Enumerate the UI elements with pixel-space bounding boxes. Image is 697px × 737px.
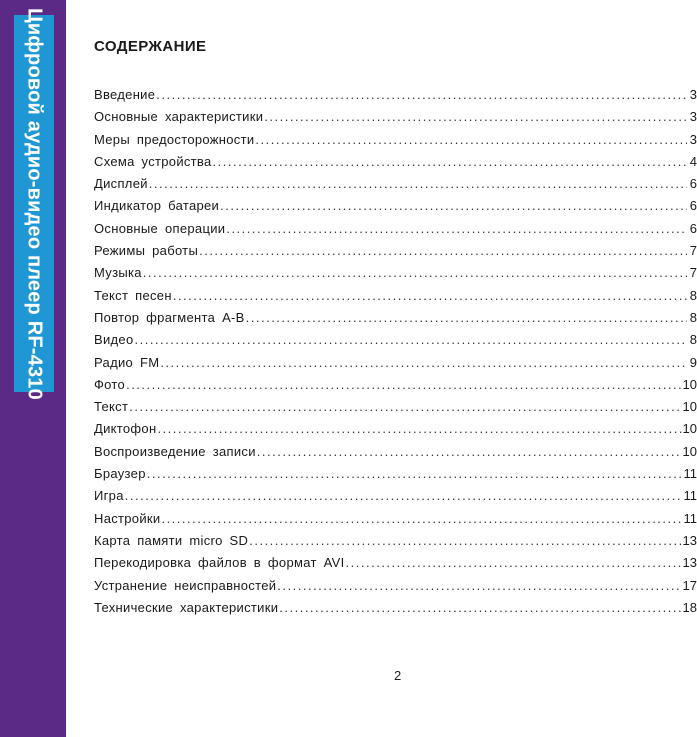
toc-dot-leader [149, 173, 687, 195]
toc-entry-title: Радио FM [94, 354, 160, 370]
toc-entry-title: Введение [94, 87, 156, 102]
toc-entry-page: 13 [682, 532, 697, 548]
toc-entry-title: Воспроизведение записи [94, 443, 256, 459]
toc-dot-leader [199, 240, 687, 262]
toc-entry-page: 6 [689, 176, 697, 192]
toc-entry [94, 129, 697, 151]
toc-dot-leader [160, 352, 687, 374]
toc-entry-title: Музыка [94, 265, 142, 281]
toc-entry [94, 530, 697, 552]
toc-entry-title: Перекодировка файлов в формат AVI [94, 555, 345, 571]
toc-entry-title: Браузер [94, 466, 146, 482]
toc-entry-page: 3 [689, 109, 697, 125]
toc-entry-title: Текст [94, 399, 129, 415]
toc-entry [94, 552, 697, 574]
toc-entry [94, 240, 697, 262]
toc-entry-page: 10 [682, 376, 697, 392]
toc-entry [94, 195, 697, 217]
toc-dot-leader [264, 106, 687, 128]
table-of-contents [94, 84, 697, 619]
toc-entry-title: Основные операции [94, 220, 226, 236]
toc-entry [94, 218, 697, 240]
toc-entry-title: Основные характеристики [94, 109, 264, 125]
toc-entry [94, 418, 697, 440]
toc-dot-leader [255, 129, 687, 151]
toc-dot-leader [126, 374, 681, 396]
toc-entry [94, 463, 697, 485]
toc-dot-leader [143, 262, 687, 284]
toc-dot-leader [161, 508, 682, 530]
toc-entry-page: 8 [689, 287, 697, 303]
toc-dot-leader [213, 151, 687, 173]
toc-dot-leader [249, 530, 681, 552]
toc-entry [94, 262, 697, 284]
toc-dot-leader [246, 307, 687, 329]
toc-entry-page: 6 [689, 198, 697, 214]
toc-entry-page: 4 [689, 153, 697, 169]
toc-entry-page: 11 [683, 488, 697, 504]
toc-entry [94, 441, 697, 463]
toc-entry [94, 374, 697, 396]
toc-dot-leader [257, 441, 682, 463]
toc-entry-page: 10 [682, 421, 697, 437]
toc-entry [94, 575, 697, 597]
toc-entry-title: Схема устройства [94, 153, 212, 169]
toc-entry-page: 3 [689, 131, 697, 147]
page-heading: СОДЕРЖАНИЕ [94, 38, 207, 55]
toc-entry-page: 8 [689, 309, 697, 325]
toc-entry [94, 285, 697, 307]
toc-entry [94, 307, 697, 329]
toc-entry [94, 508, 697, 530]
toc-entry-page: 6 [689, 220, 697, 236]
toc-dot-leader [226, 218, 687, 240]
toc-dot-leader [134, 329, 687, 351]
toc-entry [94, 106, 697, 128]
toc-dot-leader [279, 597, 681, 619]
toc-entry-page: 8 [689, 332, 697, 348]
toc-entry [94, 84, 697, 106]
toc-entry-page: 10 [682, 443, 697, 459]
toc-dot-leader [346, 552, 682, 574]
toc-dot-leader [125, 485, 683, 507]
toc-entry-page: 17 [682, 577, 697, 593]
toc-entry-title: Повтор фрагмента A-B [94, 309, 245, 325]
toc-entry [94, 485, 697, 507]
toc-entry-title: Устранение неисправностей [94, 577, 277, 593]
toc-entry-page: 11 [683, 466, 697, 482]
toc-entry-title: Меры предосторожности [94, 131, 255, 147]
side-title-box [14, 7, 54, 400]
toc-entry [94, 173, 697, 195]
toc-entry-title: Дисплей [94, 176, 148, 192]
toc-entry-title: Настройки [94, 510, 161, 526]
toc-entry [94, 151, 697, 173]
toc-entry-title: Индикатор батареи [94, 198, 220, 214]
page-number: 2 [394, 668, 402, 683]
toc-entry-title: Фото [94, 376, 126, 392]
toc-dot-leader [277, 575, 681, 597]
toc-entry [94, 329, 697, 351]
side-title: Цифровой аудио-видео плеер RF-4310 [23, 7, 46, 400]
toc-entry-page: 11 [683, 510, 697, 526]
toc-entry [94, 352, 697, 374]
toc-dot-leader [157, 418, 681, 440]
toc-entry-title: Игра [94, 488, 124, 504]
toc-dot-leader [173, 285, 687, 307]
toc-entry-page: 9 [689, 354, 697, 370]
toc-entry-title: Карта памяти micro SD [94, 532, 249, 548]
toc-entry-title: Режимы работы [94, 243, 199, 259]
toc-entry-page: 10 [682, 399, 697, 415]
toc-dot-leader [156, 84, 687, 106]
toc-dot-leader [147, 463, 683, 485]
toc-dot-leader [220, 195, 687, 217]
toc-dot-leader [129, 396, 681, 418]
toc-entry-title: Технические характеристики [94, 599, 279, 615]
toc-entry-page: 13 [682, 555, 697, 571]
toc-entry-page: 7 [689, 265, 697, 281]
toc-entry-title: Текст песен [94, 287, 172, 303]
toc-entry [94, 597, 697, 619]
toc-entry [94, 396, 697, 418]
toc-entry-page: 7 [689, 243, 697, 259]
toc-entry-title: Видео [94, 332, 134, 348]
toc-entry-title: Диктофон [94, 421, 157, 437]
toc-entry-page: 18 [682, 599, 697, 615]
toc-entry-page: 3 [689, 87, 697, 102]
